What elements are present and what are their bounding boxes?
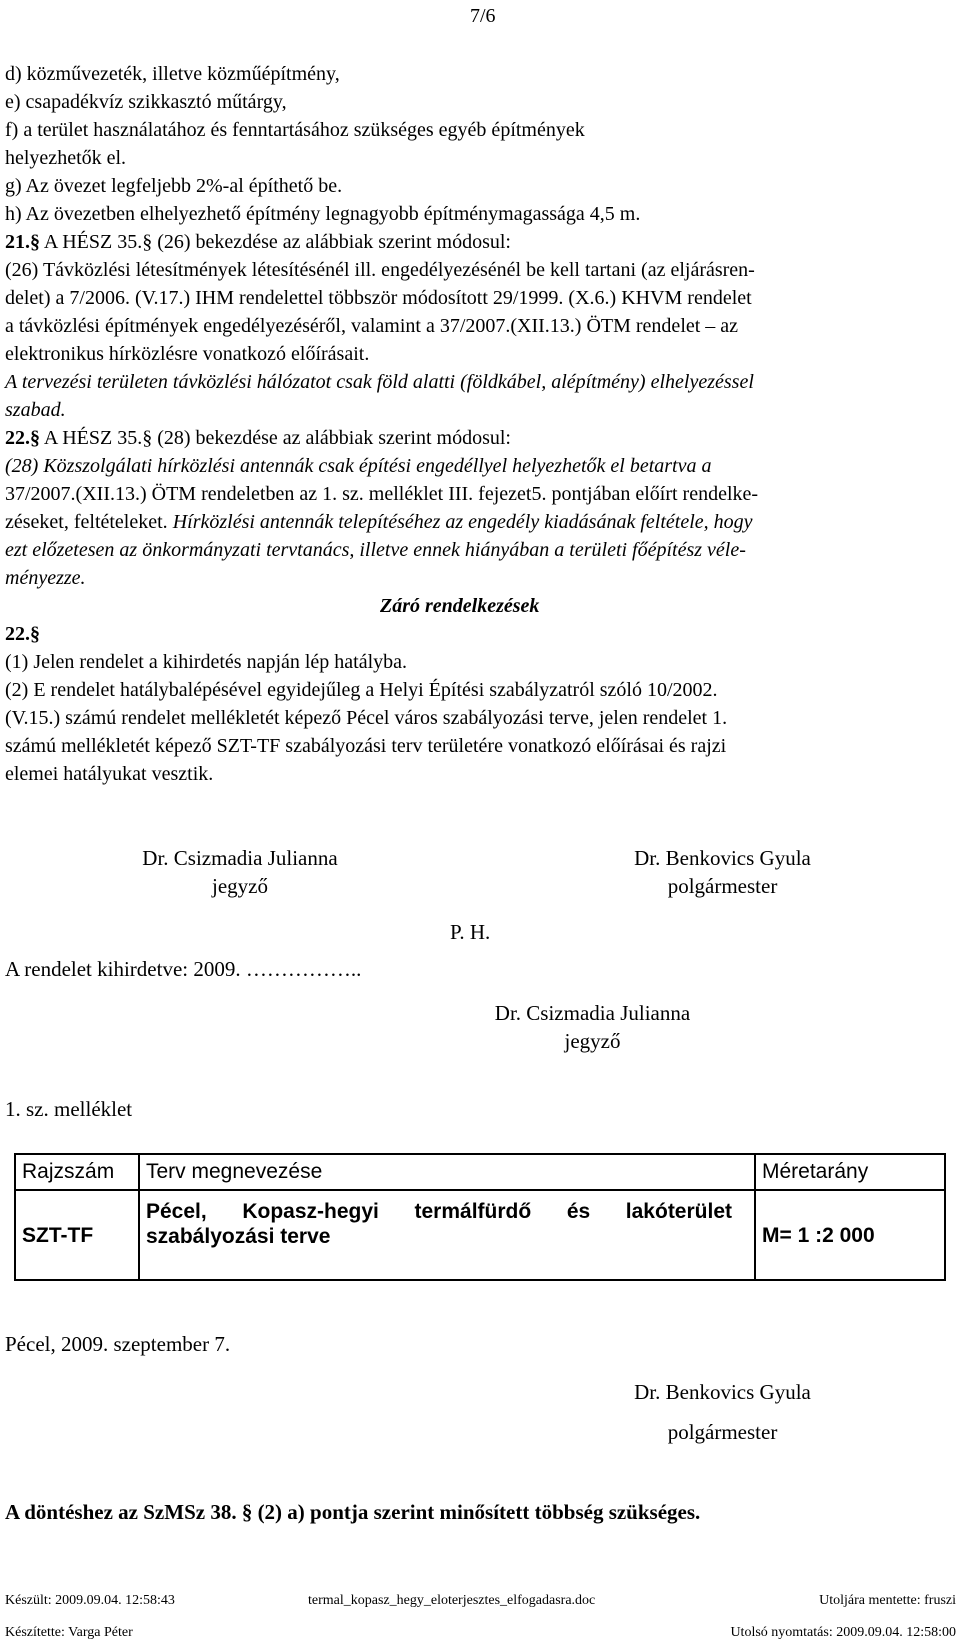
notary-signature <box>105 844 375 900</box>
signer-title: polgármester <box>667 874 778 898</box>
paragraph-sign: § <box>30 623 40 645</box>
italic-line: szabad. <box>5 399 66 421</box>
seal-placeholder: P. H. <box>450 920 491 944</box>
promulgation-line: A rendelet kihirdetve: 2009. …………….. <box>5 957 362 981</box>
plan-name-word: lakóterület <box>625 1200 732 1223</box>
paragraph-line: (2) E rendelet hatálybalépésével egyidejűleg a Helyi Építési szabályzatról szóló 10/2002. <box>5 679 718 701</box>
mayor-signature <box>600 844 845 900</box>
plan-name-word: Pécel, <box>146 1200 207 1223</box>
italic-line: ezt előzetesen az önkormányzati tervtanács, illetve ennek hiányában a területi főépítész véle- <box>5 539 746 561</box>
italic-line: (28) Közszolgálati hírközlési antennák csak építési engedéllyel helyezhetők el betartva a <box>5 455 712 477</box>
signer-title: jegyző <box>564 1029 621 1053</box>
section-22b-heading <box>5 620 955 648</box>
section-number: 21. <box>5 231 30 253</box>
paragraph-line: (26) Távközlési létesítmények létesítésénél ill. engedélyezésénél be kell tartani (az eljárásren- <box>5 259 755 281</box>
signer-title: polgármester <box>667 1420 778 1444</box>
plan-name-word: Kopasz-hegyi <box>242 1200 379 1223</box>
column-header: Terv megnevezése <box>139 1154 755 1190</box>
footer-author: Készítette: Varga Péter <box>5 1625 133 1640</box>
annex-table <box>14 1153 946 1281</box>
paragraph-line: a távközlési építmények engedélyezéséről, valamint a 37/2007.(XII.13.) ÖTM rendelet – az <box>5 315 739 337</box>
section-number: 22. <box>5 427 30 449</box>
column-header: Méretarány <box>755 1154 945 1190</box>
table-header-row <box>15 1154 945 1190</box>
italic-line: A tervezési területen távközlési hálózatot csak föld alatti (földkábel, alépítmény) elhelyezéssel <box>5 371 754 393</box>
signer-name: Dr. Csizmadia Julianna <box>142 846 338 870</box>
decision-note: A döntéshez az SzMSz 38. § (2) a) pontja szerint minősített többség szükséges. <box>5 1500 701 1524</box>
paragraph-line <box>5 508 955 536</box>
plan-name-cell <box>139 1190 755 1280</box>
plan-name-word: termálfürdő <box>414 1200 532 1223</box>
section-21-heading <box>5 228 955 256</box>
section-text: A HÉSZ 35.§ (26) bekezdése az alábbiak szerint módosul: <box>40 231 511 253</box>
plan-name-line <box>146 1199 748 1224</box>
section-text: A HÉSZ 35.§ (28) bekezdése az alábbiak szerint módosul: <box>40 427 511 449</box>
table-row <box>15 1190 945 1280</box>
list-item: helyezhetők el. <box>5 147 127 169</box>
paragraph-text: zéseket, feltételeket. <box>5 511 173 533</box>
drawing-number-cell: SZT-TF <box>15 1190 139 1280</box>
annex-title: 1. sz. melléklet <box>5 1097 133 1121</box>
list-item: d) közművezeték, illetve közműépítmény, <box>5 63 340 85</box>
paragraph-line: (V.15.) számú rendelet mellékletét képező Pécel város szabályozási terve, jelen rendelet 1. <box>5 707 728 729</box>
paragraph-line: elemei hatályukat vesztik. <box>5 763 214 785</box>
paragraph-line: delet) a 7/2006. (V.17.) IHM rendelettel többször módosított 29/1999. (X.6.) KHVM rendelet <box>5 287 752 309</box>
plan-name-line: szabályozási terve <box>146 1225 331 1248</box>
list-item: f) a terület használatához és fenntartásához szükséges egyéb építmények <box>5 119 585 141</box>
list-item: h) Az övezetben elhelyezhető építmény legnagyobb építménymagassága 4,5 m. <box>5 203 641 225</box>
paragraph-line: számú mellékletét képező SZT-TF szabályozási terv területére vonatkozó előírásai és rajzi <box>5 735 727 757</box>
footer-last-printed: Utolsó nyomtatás: 2009.09.04. 12:58:00 <box>730 1625 956 1640</box>
paragraph-line: (1) Jelen rendelet a kihirdetés napján lép hatályba. <box>5 651 408 673</box>
notary-signature-2 <box>465 999 720 1055</box>
footer-filename: termal_kopasz_hegy_eloterjesztes_elfogadasra.doc <box>308 1593 596 1608</box>
mayor-signature-2 <box>600 1372 845 1452</box>
signer-name: Dr. Benkovics Gyula <box>634 1380 811 1404</box>
place-date: Pécel, 2009. szeptember 7. <box>5 1332 231 1356</box>
column-header: Rajzszám <box>15 1154 139 1190</box>
paragraph-sign: § <box>30 231 40 253</box>
section-number: 22. <box>5 623 30 645</box>
signer-name: Dr. Csizmadia Julianna <box>494 1001 691 1025</box>
section-22-heading <box>5 424 955 452</box>
italic-line: ményezze. <box>5 567 86 589</box>
paragraph-sign: § <box>30 427 40 449</box>
regulation-body <box>5 60 955 788</box>
closing-heading: Záró rendelkezések <box>380 595 540 617</box>
list-item: g) Az övezet legfeljebb 2%-al építhető be. <box>5 175 343 197</box>
scale-cell: M= 1 :2 000 <box>755 1190 945 1280</box>
paragraph-line: 37/2007.(XII.13.) ÖTM rendeletben az 1. sz. melléklet III. fejezet5. pontjában előírt rendelke- <box>5 483 759 505</box>
signer-title: jegyző <box>212 874 268 898</box>
footer-last-saved: Utoljára mentette: fruszi <box>819 1593 956 1608</box>
plan-name-word: és <box>566 1200 591 1223</box>
footer-created: Készült: 2009.09.04. 12:58:43 <box>5 1593 175 1608</box>
page-number: 7/6 <box>470 5 496 27</box>
paragraph-line: elektronikus hírközlésre vonatkozó előírásait. <box>5 343 370 365</box>
italic-text: Hírközlési antennák telepítéséhez az engedély kiadásának feltétele, hogy <box>172 511 753 533</box>
list-item: e) csapadékvíz szikkasztó műtárgy, <box>5 91 287 113</box>
signer-name: Dr. Benkovics Gyula <box>634 846 811 870</box>
